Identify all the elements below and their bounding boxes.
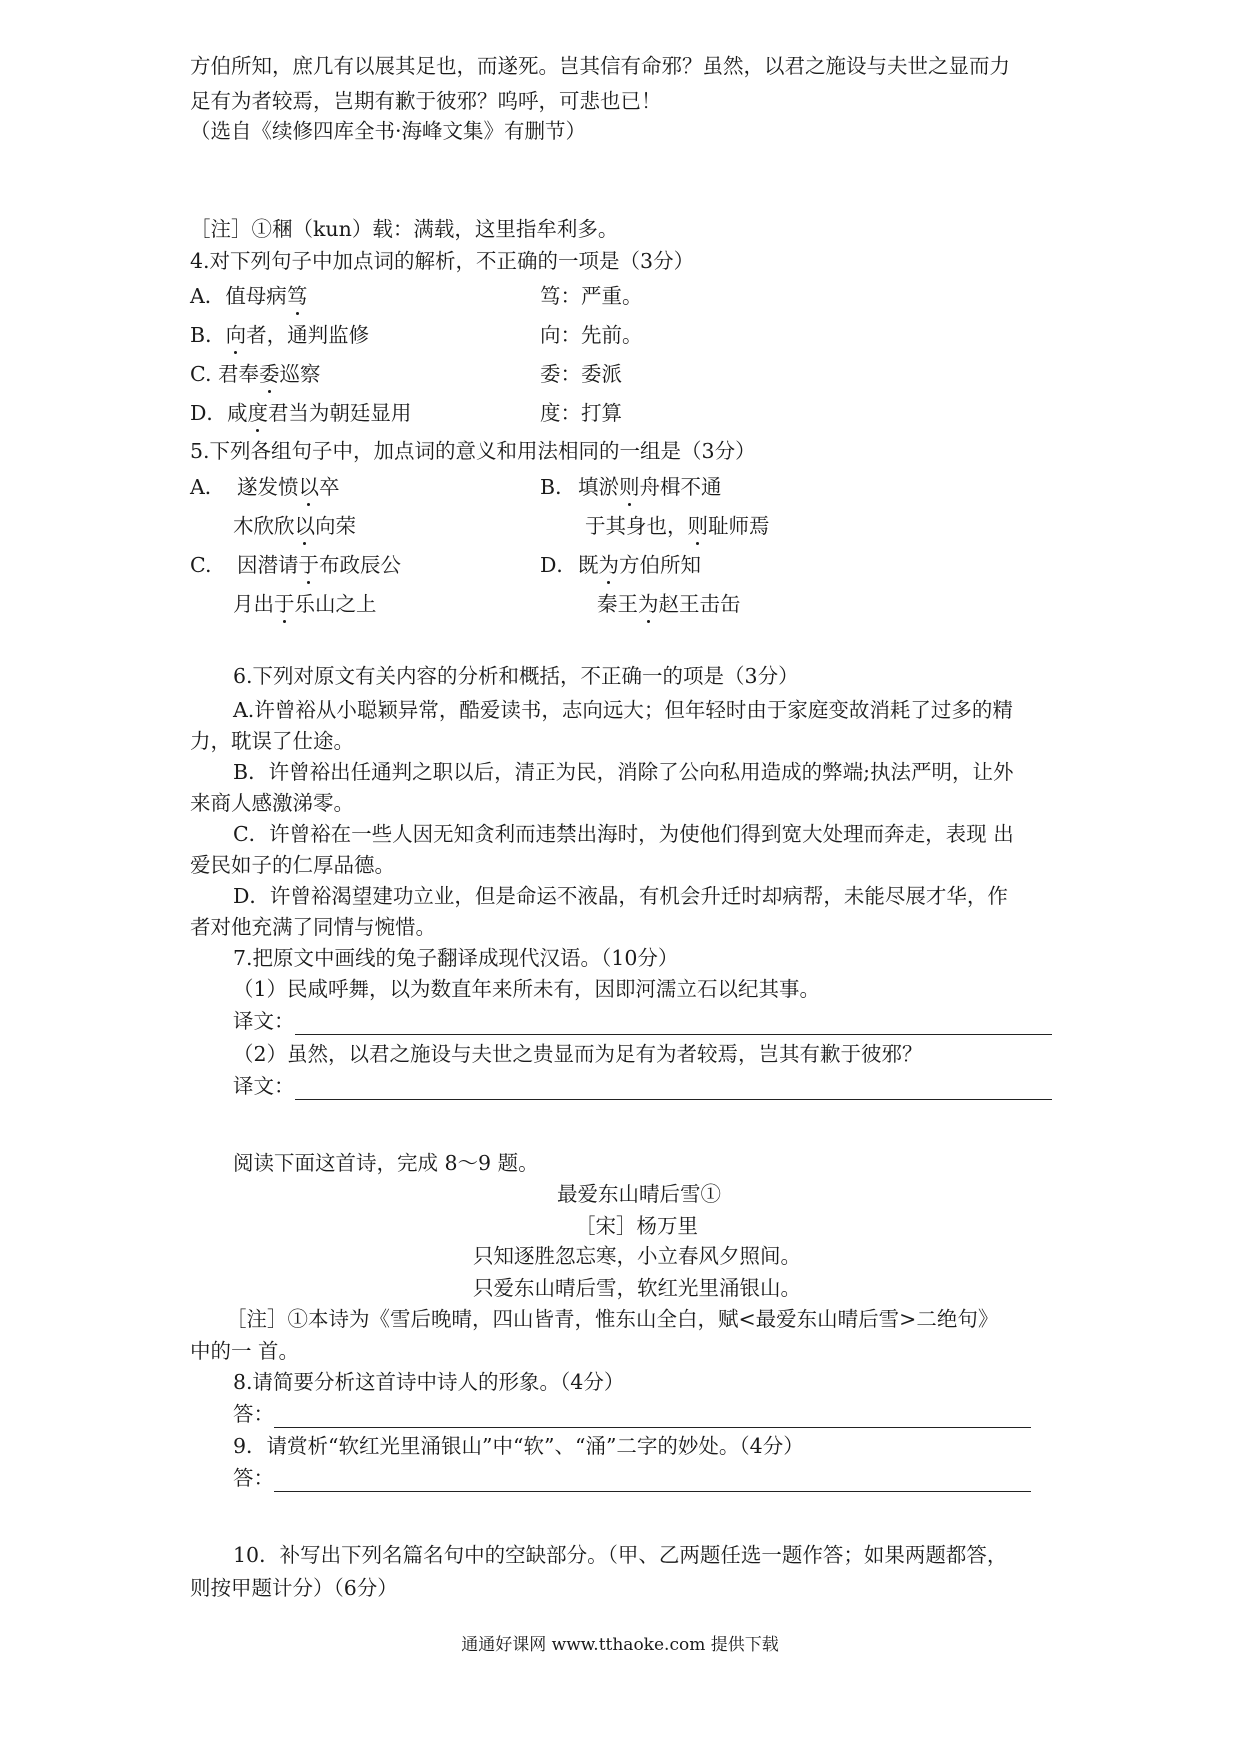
poem-line: 只知逐胜忽忘寒，小立春风夕照间。	[473, 1244, 801, 1268]
q5-d-sentence-2: 秦王为赵王击缶	[597, 592, 741, 616]
poem-title: 最爱东山晴后雪①	[557, 1182, 721, 1206]
emphasis-dot-word: 以	[294, 514, 315, 538]
q5-d-sentence-1: 既为方伯所知	[578, 553, 701, 577]
poem-line: 只爱东山晴后雪，软红光里涌银山。	[473, 1276, 801, 1300]
q7-answer-line-1[interactable]: 译文：	[233, 1007, 1052, 1035]
emphasis-dot-word: 向	[225, 323, 247, 347]
emphasis-dot-word: 委	[259, 362, 280, 386]
emphasis-dot-word: 于	[298, 553, 319, 577]
q6-option-a-cont: 力，耽误了仕途。	[190, 729, 354, 753]
q5-option-b-label: B．	[540, 475, 576, 499]
question-10-stem-cont: 则按甲题计分）（6分）	[190, 1576, 398, 1600]
q5-option-a-label: A．	[190, 475, 226, 499]
emphasis-dot-word: 于	[274, 592, 295, 616]
emphasis-dot-word: 以	[298, 475, 319, 499]
question-10-stem: 10．补写出下列名篇名句中的空缺部分。（甲、乙两题任选一题作答；如果两题都答，	[233, 1543, 1008, 1567]
passage-source: （选自《续修四库全书·海峰文集》有删节）	[190, 119, 587, 143]
poem-note-cont: 中的一 首。	[190, 1339, 300, 1363]
question-4-stem: 4.对下列句子中加点词的解析，不正确的一项是（3分）	[190, 249, 695, 273]
passage-line: 足有为者较焉，岂期有歉于彼邪？呜呼，可悲也已！	[190, 89, 662, 113]
emphasis-dot-word: 则	[687, 514, 708, 538]
q6-option-b: B．许曾裕出任通判之职以后，清正为民，消除了公向私用造成的弊端;执法严明，让外	[233, 760, 1014, 784]
q4-explanation-d: 度：打算	[540, 401, 622, 425]
question-8-stem: 8.请简要分析这首诗中诗人的形象。（4分）	[233, 1370, 625, 1394]
q7-sentence-2: （2）虽然，以君之施设与夫世之贵显而为足有为者较焉，岂其有歉于彼邪？	[233, 1042, 923, 1066]
q7-sentence-1: （1）民咸呼舞，以为数直年来所未有，因即河濡立石以纪其事。	[233, 977, 821, 1001]
poem-author: ［宋］杨万里	[575, 1214, 698, 1238]
question-6-stem: 6.下列对原文有关内容的分析和概括，不正确一的项是（3分）	[233, 664, 799, 688]
q8-answer-line[interactable]: 答：	[233, 1400, 1031, 1428]
q5-a-sentence-1: 遂发愤以卒	[237, 475, 340, 499]
emphasis-dot-word: 笃	[286, 284, 308, 308]
emphasis-dot-word: 为	[598, 553, 619, 577]
q4-explanation-b: 向：先前。	[540, 323, 643, 347]
q6-option-c: C．许曾裕在一些人因无知贪利而违禁出海时，为使他们得到宽大处理而奔走，表现 出	[233, 822, 1014, 846]
q4-explanation-c: 委：委派	[540, 362, 622, 386]
q6-option-b-cont: 来商人感激涕零。	[190, 791, 354, 815]
q5-a-sentence-2: 木欣欣以向荣	[233, 514, 356, 538]
poem-note: ［注］①本诗为《雪后晚晴，四山皆青，惟东山全白，赋<最爱东山晴后雪>二绝句》	[226, 1307, 999, 1331]
passage-line: 方伯所知，庶几有以展其足也，而遂死。岂其信有命邪？虽然，以君之施设与夫世之显而力	[190, 54, 1010, 78]
q6-option-d: D．许曾裕渴望建功立业，但是命运不液晶，有机会升迁时却病帮，未能尽展才华，作	[233, 884, 1008, 908]
footnote: ［注］①稛（kun）载：满载，这里指牟利多。	[190, 217, 619, 241]
emphasis-dot-word: 度	[247, 401, 268, 425]
q4-option-a: A．值母病笃	[190, 284, 308, 308]
q6-option-c-cont: 爱民如子的仁厚品德。	[190, 853, 395, 877]
poem-intro: 阅读下面这首诗，完成 8～9 题。	[233, 1151, 539, 1175]
q4-explanation-a: 笃：严重。	[540, 284, 643, 308]
q4-option-b: B．向者，通判监修	[190, 323, 370, 347]
q9-answer-line[interactable]: 答：	[233, 1464, 1031, 1492]
q5-c-sentence-1: 因潜请于布政辰公	[237, 553, 401, 577]
q6-option-d-cont: 者对他充满了同情与惋惜。	[190, 915, 436, 939]
page-footer: 通通好课网 www.tthaoke.com 提供下载	[461, 1635, 779, 1655]
q5-c-sentence-2: 月出于乐山之上	[233, 592, 377, 616]
emphasis-dot-word: 则	[619, 475, 640, 499]
q5-option-d-label: D．	[540, 553, 577, 577]
emphasis-dot-word: 为	[638, 592, 659, 616]
q7-answer-line-2[interactable]: 译文：	[233, 1072, 1052, 1100]
q4-option-d: D．咸度君当为朝廷显用	[190, 401, 412, 425]
q5-option-c-label: C.	[190, 553, 212, 577]
q4-option-c: C. 君奉委巡察	[190, 362, 321, 386]
q5-b-sentence-2: 于其身也，则耻师焉	[585, 514, 770, 538]
question-7-stem: 7.把原文中画线的兔子翻译成现代汉语。（10分）	[233, 946, 679, 970]
q6-option-a: A.许曾裕从小聪颖异常，酷爱读书，志向远大；但年轻时由于家庭变故消耗了过多的精	[233, 698, 1013, 722]
question-5-stem: 5.下列各组句子中，加点词的意义和用法相同的一组是（3分）	[190, 439, 756, 463]
q5-b-sentence-1: 填淤则舟楫不通	[578, 475, 722, 499]
question-9-stem: 9．请赏析“软红光里涌银山”中“软”、“涌”二字的妙处。（4分）	[233, 1434, 804, 1458]
